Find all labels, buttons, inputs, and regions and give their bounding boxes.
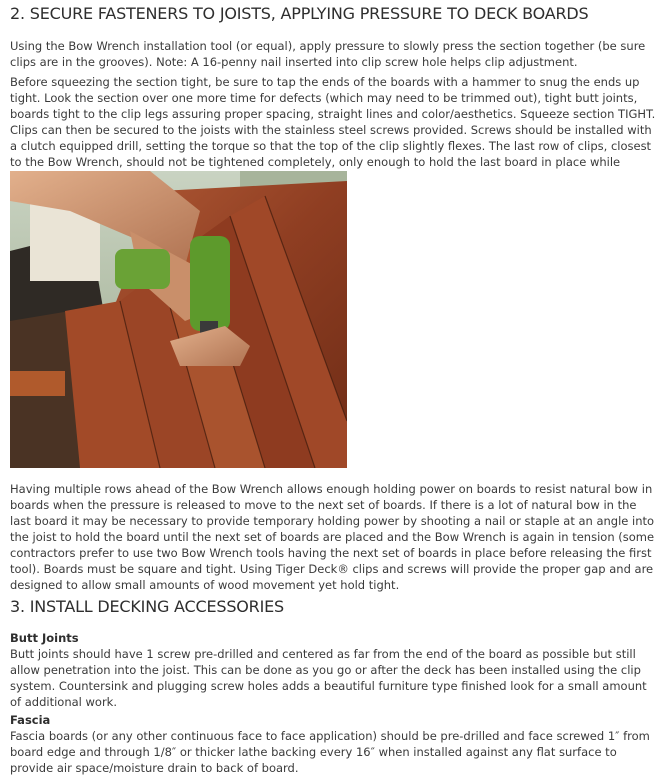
section-2-paragraph-1: Using the Bow Wrench installation tool (or equal), apply pressure to slowly press the section together (be sure clips are in the grooves). Note: A 16-penny nail inserted into clip screw hole helps clip adjustment. — [10, 39, 646, 69]
section-2-paragraph-3: Having multiple rows ahead of the Bow Wrench allows enough holding power on boards to resist natural bow in boards when the pressure is released to move to the next set of boards. If there is a lot of natural bow in the last board it may be necessary to provide temporary holding power by shooting a nail or staple at an angle into the joist to hold the board until the next set of boards are placed and the Bow Wrench is again in tension (some contractors prefer to use two Bow Wrench tools having the next set of boards in place before releasing the first tool). Boards must be square and tight. Using Tiger Deck® clips and screws will provide the proper gap and are designed to allow small amounts of wood movement yet hold tight. — [10, 482, 655, 592]
butt-joints-subheading: Butt Joints — [10, 631, 79, 645]
deck-installation-photo — [10, 171, 347, 468]
fascia-subheading: Fascia — [10, 713, 51, 727]
fascia-paragraph: Fascia boards (or any other continuous face to face application) should be pre-drilled and face screwed 1″ from board edge and through 1/8″ or thicker lathe backing every 16″ when installed against any flat surface to provide air space/moisture drain to back of board. — [10, 729, 650, 775]
section-3-heading: 3. INSTALL DECKING ACCESSORIES — [10, 597, 284, 616]
butt-joints-paragraph: Butt joints should have 1 screw pre-drilled and centered as far from the end of the board as possible but still allow penetration into the joist. This can be done as you go or after the deck has been installed using the clip system. Countersink and plugging screw holes adds a beautiful furniture type finished look for a small amount of additional work. — [10, 647, 647, 709]
section-2-heading: 2. SECURE FASTENERS TO JOISTS, APPLYING PRESSURE TO DECK BOARDS — [10, 4, 589, 23]
section-2-paragraph-2: Before squeezing the section tight, be sure to tap the ends of the boards with a hammer to snug the ends up tight. Look the section over one more time for defects (which may need to be trimmed out), tight butt joints, boards tight to the clip legs assuring proper spacing, straight lines and color/aesthetics. Squeeze section TIGHT. Clips can then be secured to the joists with the stainless steel screws provided. Screws should be installed with a clutch equipped drill, setting the torque so that the top of the clip slightly flexes. The last row of clips, closest to the Bow Wrench, should not be tightened completely, only enough to hold the last board in place while — [10, 75, 656, 169]
